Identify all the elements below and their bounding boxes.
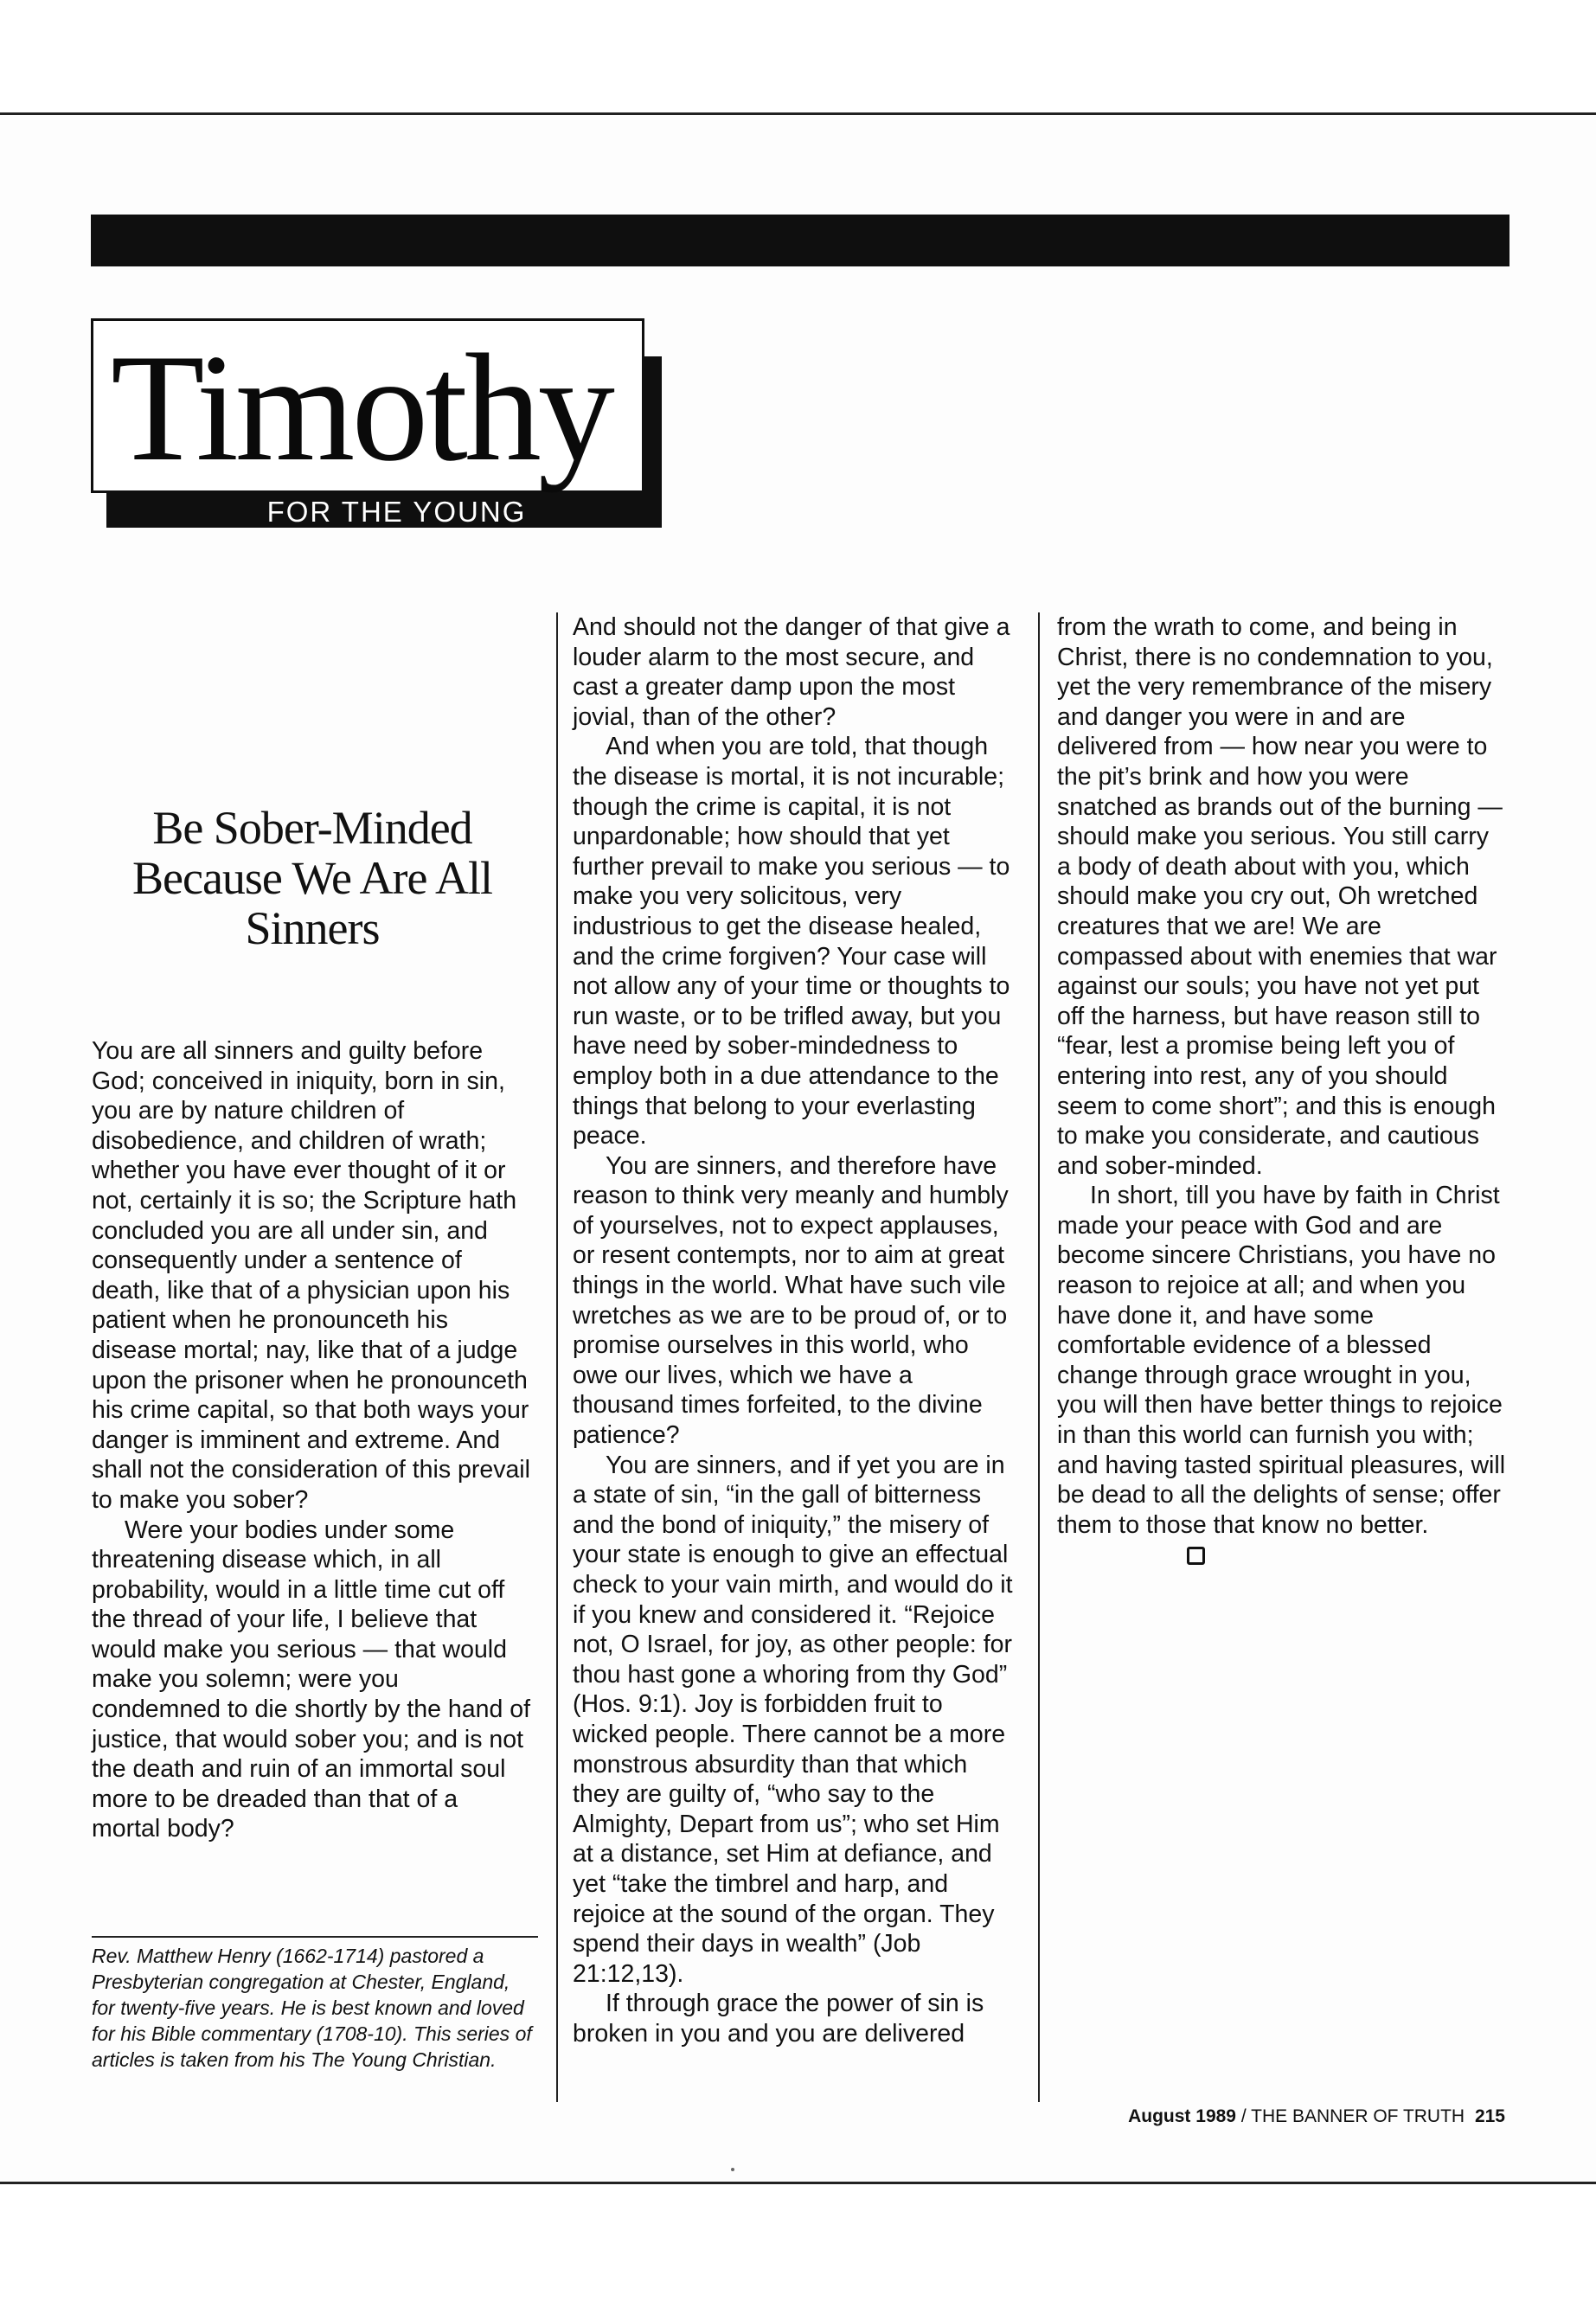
paragraph: If through grace the power of sin is broken in you and you are delivered — [573, 1990, 984, 2048]
article-column-2 — [573, 612, 1016, 2049]
paragraph: from the wrath to come, and being in Christ, there is no condemnation to you, yet the very remembrance of the misery and danger you were in and are delivered from — how near you were to the pit’s brink and how you were snatched as brands out of the burning — should make you serious. You still carry a body of death about with you, which should make you cry out, Oh wretched creatures that we are! We are compassed about with enemies that war against our souls; you have not yet put off the harness, but have reason still to “fear, lest a promise being left you of entering into rest, any of you should seem to come short”; and this is enough to make you considerate, and cautious and sober-minded. — [1057, 613, 1503, 1180]
article-title: Be Sober-Minded Because We Are All Sinners — [131, 802, 493, 954]
article-column-1 — [92, 1036, 533, 1844]
page-number: 215 — [1474, 2106, 1505, 2126]
footer-separator: / — [1240, 2106, 1247, 2126]
masthead-box — [91, 318, 644, 493]
publication-name: THE BANNER OF TRUTH — [1251, 2106, 1465, 2126]
column-divider — [1038, 612, 1040, 2102]
article-column-3 — [1057, 612, 1507, 1570]
paragraph: You are sinners, and therefore have reason to think very meanly and humbly of yourselves, not to expect applauses, or resent contempts, nor to aim at great things in the world. What have such vile wretches as we are to be proud of, or to promise ourselves in this world, who owe our lives, which we have a thousand times forfeited, to the divine patience? — [573, 1151, 1009, 1450]
author-bio: Rev. Matthew Henry (1662-1714) pastored a Presbyterian congregation at Chester, England, for twenty-five years. He is best known and loved for his Bible commentary (1708-10). This series of articles is taken from his The Young Christian. — [92, 1945, 532, 2071]
column-divider — [556, 612, 558, 2102]
issue-date: August 1989 — [1128, 2106, 1236, 2126]
masthead-title: Timothy — [111, 322, 612, 493]
paragraph: And when you are told, that though the disease is mortal, it is not incurable; though the crime is capital, it is not unpardonable; how should that yet further prevail to make you serious — to make you very solicitous, very industrious to get the disease healed, and the crime forgiven? Your case will not allow any of your time or thoughts to run waste, or to be trifled away, but you have need by sober-mindedness to employ both in a due attendance to the things that belong to your everlasting peace. — [573, 733, 1010, 1150]
paragraph — [1057, 1181, 1507, 1570]
bio-divider — [92, 1936, 538, 1938]
paragraph: You are sinners, and if yet you are in a state of sin, “in the gall of bitterness and the bond of iniquity,” the misery of your state is enough to give an effectual check to your vain mirth, and would do it if you knew and considered it. “Rejoice not, O Israel, for joy, as other people: for thou hast gone a whoring from thy God” (Hos. 9:1). Joy is forbidden fruit to wicked people. There cannot be a more monstrous absurdity than that which they are guilty of, “who say to the Almighty, Depart from us”; who set Him at a distance, set Him at defiance, and yet “take the timbrel and harp, and rejoice at the sound of the organ. They spend their days in wealth” (Job 21:12,13). — [573, 1451, 1013, 1988]
end-of-article-icon — [1187, 1547, 1205, 1565]
print-speck — [731, 2168, 734, 2171]
paragraph: You are all sinners and guilty before God; conceived in iniquity, born in sin, you are by nature children of disobedience, and children of wrath; whether you have ever thought of it or not, certainly it is so; the Scripture hath concluded you are all under sin, and consequently under a sentence of death, like that of a physician upon his patient when he pronounceth his disease mortal; nay, like that of a judge upon the prisoner when he pronounceth his crime capital, so that both ways your danger is imminent and extreme. And shall not the consideration of this prevail to make you sober? — [92, 1037, 530, 1514]
masthead — [91, 318, 662, 528]
paragraph-text: In short, till you have by faith in Christ made your peace with God and are become sincere Christians, you have no reason to rejoice at all; and when you have done it, and have some comfortable evidence of a blessed change through grace wrought in you, you will then have better things to rejoice in than this world can furnish you with; and having tasted spiritual pleasures, will be dead to all the delights of sense; offer them to those that know no better. — [1057, 1182, 1506, 1539]
header-bar — [91, 215, 1509, 266]
paragraph: And should not the danger of that give a louder alarm to the most secure, and cast a greater damp upon the most jovial, than of the other? — [573, 613, 1010, 731]
page-footer — [1128, 2106, 1505, 2128]
paragraph: Were your bodies under some threatening disease which, in all probability, would in a little time cut off the thread of your life, I believe that would make you serious — that would make you solemn; were you condemned to die shortly by the hand of justice, that would sober you; and is not the death and ruin of an immortal soul more to be dreaded than that of a mortal body? — [92, 1516, 531, 1843]
masthead-subtitle: FOR THE YOUNG — [266, 496, 527, 528]
